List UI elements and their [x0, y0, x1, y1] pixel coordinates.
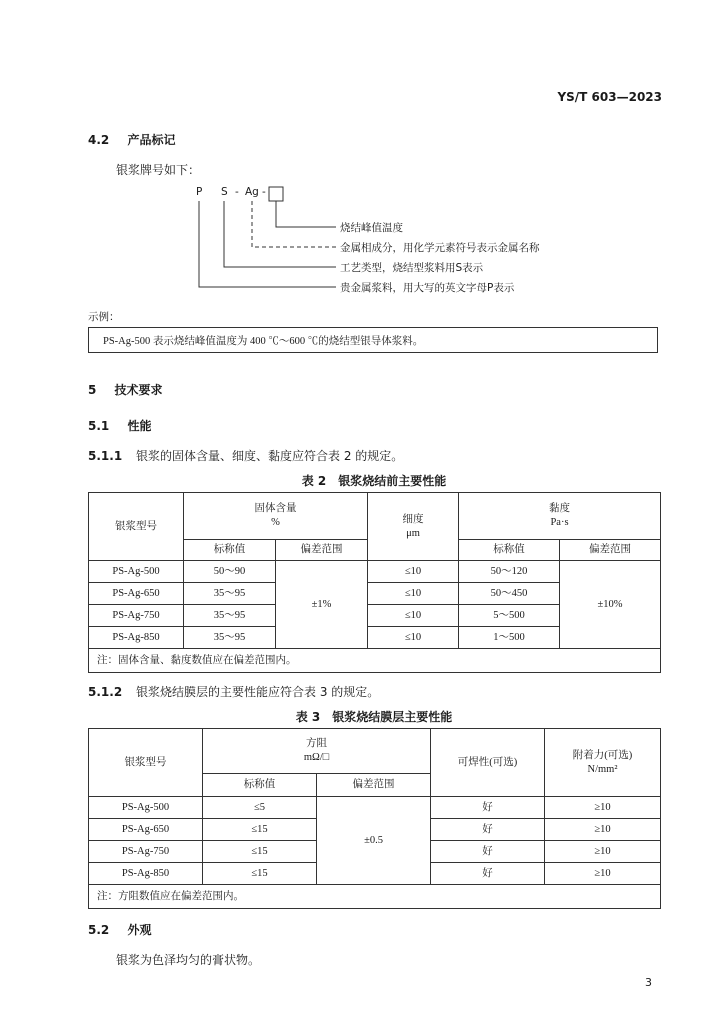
cell-fineness: ≤10 [368, 627, 459, 649]
section-number: 5 [88, 383, 97, 397]
table-2-header-solid-deviation: 偏差范围 [276, 540, 368, 561]
section-text: 银浆烧结膜层的主要性能应符合表 3 的规定。 [136, 685, 380, 699]
cell-adhesion: ≥10 [545, 863, 661, 885]
section-title: 外观 [127, 923, 152, 937]
cell-resistance: ≤15 [203, 841, 317, 863]
section-title: 技术要求 [114, 383, 163, 397]
designation-intro: 银浆牌号如下： [116, 163, 201, 177]
label-precious-metal: 贵金属浆料，用大写的英文字母P表示 [340, 282, 515, 294]
example-label: 示例： [88, 311, 120, 323]
table-2-caption: 表 2 银浆烧结前主要性能 [301, 474, 447, 488]
table-3-header-model: 银浆型号 [89, 729, 203, 797]
section-title: 性能 [127, 419, 152, 433]
cell-model: PS-Ag-650 [89, 819, 203, 841]
cell-resistance: ≤15 [203, 819, 317, 841]
cell-solid-deviation: ±1% [276, 561, 368, 649]
label-metal-phase: 金属相成分，用化学元素符号表示金属名称 [340, 242, 540, 254]
table-2 [88, 492, 661, 673]
cell-model: PS-Ag-500 [89, 797, 203, 819]
cell-fineness: ≤10 [368, 605, 459, 627]
section-5-1-1 [88, 447, 403, 464]
cell-model: PS-Ag-500 [89, 561, 184, 583]
section-5-heading [88, 381, 163, 398]
cell-fineness: ≤10 [368, 561, 459, 583]
cell-model: PS-Ag-750 [89, 605, 184, 627]
table-3-note: 注：方阻数值应在偏差范围内。 [89, 885, 661, 909]
cell-viscosity-deviation: ±10% [560, 561, 661, 649]
section-5-2-heading [88, 921, 151, 938]
cell-viscosity: 1～500 [459, 627, 560, 649]
section-5-2-text: 银浆为色泽均匀的膏状物。 [116, 953, 261, 967]
designation-diagram [0, 0, 724, 310]
cell-model: PS-Ag-850 [89, 863, 203, 885]
cell-fineness: ≤10 [368, 583, 459, 605]
table-row [89, 797, 661, 819]
section-5-1-2 [88, 683, 379, 700]
cell-viscosity: 50～450 [459, 583, 560, 605]
table-2-header-solid-nominal: 标称值 [184, 540, 276, 561]
table-2-header-solid: 固体含量 % [184, 493, 368, 540]
cell-solid: 35～95 [184, 605, 276, 627]
table-2-header-fineness: 细度 μm [368, 493, 459, 561]
cell-model: PS-Ag-650 [89, 583, 184, 605]
cell-model: PS-Ag-850 [89, 627, 184, 649]
cell-viscosity: 5～500 [459, 605, 560, 627]
table-3-header-deviation: 偏差范围 [317, 774, 431, 797]
table-3-header-nominal: 标称值 [203, 774, 317, 797]
cell-model: PS-Ag-750 [89, 841, 203, 863]
example-box [88, 327, 658, 353]
table-2-header-viscosity-nominal: 标称值 [459, 540, 560, 561]
cell-solderability: 好 [431, 841, 545, 863]
table-2-header-model: 银浆型号 [89, 493, 184, 561]
section-number: 4.2 [88, 133, 110, 147]
cell-resistance-deviation: ±0.5 [317, 797, 431, 885]
cell-adhesion: ≥10 [545, 841, 661, 863]
cell-solid: 35～95 [184, 627, 276, 649]
code-separator: - [262, 186, 266, 198]
section-text: 银浆的固体含量、细度、黏度应符合表 2 的规定。 [136, 449, 404, 463]
cell-solid: 50～90 [184, 561, 276, 583]
section-number: 5.1.1 [88, 449, 123, 463]
cell-solderability: 好 [431, 819, 545, 841]
section-number: 5.1 [88, 419, 110, 433]
section-number: 5.2 [88, 923, 110, 937]
code-metal-ag: Ag [245, 186, 259, 198]
table-3-header-resistance: 方阻 mΩ/□ [203, 729, 431, 774]
code-letter-p: P [196, 186, 203, 198]
table-3-header-adhesion: 附着力(可选) N/mm² [545, 729, 661, 797]
example-text: PS-Ag-500 表示烧结峰值温度为 400 ℃～600 ℃的烧结型银导体浆料。 [103, 336, 424, 347]
standard-number: YS/T 603—2023 [557, 90, 662, 104]
section-5-1-heading [88, 417, 151, 434]
label-peak-temperature: 烧结峰值温度 [340, 222, 403, 234]
table-3-caption: 表 3 银浆烧结膜层主要性能 [295, 710, 453, 724]
cell-solid: 35～95 [184, 583, 276, 605]
table-3 [88, 728, 661, 909]
cell-solderability: 好 [431, 863, 545, 885]
label-process-type: 工艺类型，烧结型浆料用S表示 [340, 262, 484, 274]
cell-resistance: ≤15 [203, 863, 317, 885]
code-separator: - [235, 186, 239, 198]
page-number: 3 [645, 976, 652, 989]
cell-resistance: ≤5 [203, 797, 317, 819]
cell-adhesion: ≥10 [545, 797, 661, 819]
table-2-header-viscosity: 黏度 Pa·s [459, 493, 661, 540]
table-2-header-viscosity-deviation: 偏差范围 [560, 540, 661, 561]
table-row [89, 561, 661, 583]
cell-viscosity: 50～120 [459, 561, 560, 583]
cell-adhesion: ≥10 [545, 819, 661, 841]
section-number: 5.1.2 [88, 685, 123, 699]
table-2-note: 注：固体含量、黏度数值应在偏差范围内。 [89, 649, 661, 673]
code-letter-s: S [221, 186, 228, 198]
table-3-header-solderability: 可焊性(可选) [431, 729, 545, 797]
section-title: 产品标记 [127, 133, 176, 147]
cell-solderability: 好 [431, 797, 545, 819]
